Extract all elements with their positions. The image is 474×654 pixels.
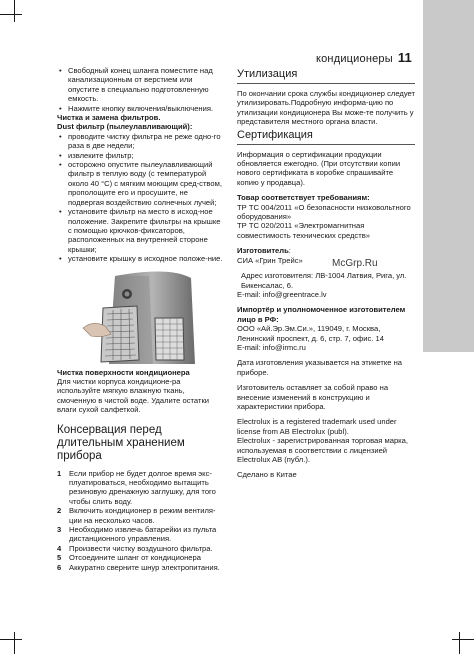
manufacturer-address: Адрес изготовителя: ЛВ-1004 Латвия, Рига, ул. Бикенсалас, 6. <box>241 271 407 290</box>
list-item: • установите фильтр на место в исход-ное положение. Закрепите фильтры на крышке с помощью крючков-фиксаторов, расположенных на внутренней стороне крышки; <box>57 207 225 254</box>
rights-text: Изготовитель оставляет за собой право на внесение изменений в конструкцию и характеристики прибора. <box>237 383 389 411</box>
requirement-line: ТР ТС 020/2011 «Электромагнитная совместимость технических средств» <box>237 221 370 240</box>
page-header <box>316 50 412 65</box>
list-item: • осторожно опустите пылеулавливающий фильтр в теплую воду (с температурой около 40 °С) с мягким моющим сред-ством, прополощите его и просушите, не подвергая воздействию солнечных лучей; <box>57 160 225 207</box>
step-number: 5 <box>57 553 62 563</box>
requirements-heading: Товар соответствует требованиям: <box>237 193 370 203</box>
left-column <box>57 66 225 572</box>
made-in-text: Сделано в Китае <box>237 470 297 480</box>
storage-heading: Консервация перед длительным хранением прибора <box>57 423 185 462</box>
step-text: Включить кондиционер в режим вентиля-ции на несколько часов. <box>69 506 216 525</box>
step-number: 2 <box>57 506 62 516</box>
manufacture-date-text: Дата изготовления указывается на этикетке на приборе. <box>237 358 402 377</box>
watermark: McGrp.Ru <box>332 258 378 269</box>
list-item <box>57 469 225 507</box>
section-divider <box>237 144 415 145</box>
importer-email: E-mail: info@irmc.ru <box>237 342 306 352</box>
trademark-text: Electrolux is a registered trademark used under license from AB Electrolux (publ). <box>237 417 397 436</box>
manufacturer-name: СИА «Грин Трейс» <box>237 255 303 265</box>
step-text: Произвести чистку воздушного фильтра. <box>69 543 213 553</box>
manufacturer-email: E-mail: info@greentrace.lv <box>237 289 327 299</box>
step-number: 1 <box>57 468 62 478</box>
importer-address: ООО «Ай.Эр.Эм.Си.», 119049, г. Москва, Ленинский проспект, д. 6, стр. 7, офис. 14 <box>237 324 384 343</box>
surface-cleaning-text: Для чистки корпуса кондиционе-ра используйте мягкую влажную ткань, смоченную в чистой воде. Удалите остатки влаги сухой салфеткой. <box>57 376 210 415</box>
air-conditioner-photo <box>57 268 225 364</box>
manufacturer-heading: Изготовитель <box>237 246 289 256</box>
step-number: 4 <box>57 543 62 553</box>
list-item <box>57 525 225 544</box>
right-column: Утилизация По окончании срока службы кондиционер следует утилизировать.Подробную информа-цию по утилизации кондиционера Вы може-те получить у представителя местного органа власти. Сертификация Информация о сертификации продукции обновляется ежегодно. (При отсутствии копии нового сертификата в коробке спрашивайте копию у продавца). Товар соответствует требованиям: ТР ТС 004/2011 «О безопасности низковольтного оборудования» ТР ТС 020/2011 «Электромагнитная совместимость технических средств» Изготовитель: СИА «Грин Трейс» Адрес изготовителя: ЛВ-1004 Латвия, Рига, ул. Бикенсалас, 6. E-mail: info@greentrace.lv Импортёр и уполномоченное изготовителем лицо в РФ: ООО «Ай.Эр.Эм.Си.», 119049, г. Москва, Ленинский проспект, д. 6, стр. 7, офис. 14 E-mail: info@irmc.ru Дата изготовления указывается на этикетке на приборе. Изготовитель оставляет за собой право на внесение изменений в конструкцию и характеристики прибора. Electrolux is a registered trademark used under license from AB Electrolux (publ). Electrolux - зарегистрированная торговая марка, используемая в соответствии с лицензией Electrolux AB (публ.). Сделано в Китае <box>237 68 416 480</box>
certification-heading: Сертификация <box>237 128 313 141</box>
utilization-heading: Утилизация <box>237 68 298 80</box>
list-item: • Нажмите кнопку включения/выключения. <box>57 104 225 113</box>
step-text: Необходимо извлечь батарейки из пульта дистанционного управления. <box>69 525 217 544</box>
list-item <box>57 506 225 525</box>
side-tab <box>423 0 474 352</box>
step-number: 3 <box>57 525 62 534</box>
section-divider <box>237 83 415 84</box>
air-conditioner-image <box>57 268 225 364</box>
dust-filter-heading: Dust фильтр (пылеулавливающий): <box>57 122 193 132</box>
list-item: • проводите чистку фильтра не реже одно-го раза в две недели; <box>57 132 225 151</box>
requirement-line: ТР ТС 004/2011 «О безопасности низковольтного оборудования» <box>237 202 411 222</box>
certification-text: Информация о сертификации продукции обновляется ежегодно. (При отсутствии копии нового сертификата в коробке спрашивайте копию у продавца). <box>237 149 401 187</box>
utilization-text: По окончании срока службы кондиционер следует утилизировать.Подробную информа-цию по утилизации кондиционера Вы може-те получить у представителя местного органа власти. <box>237 89 416 127</box>
crop-mark <box>14 632 15 654</box>
crop-mark <box>452 639 474 640</box>
step-text: Если прибор не будет долгое время экс-плуатироваться, необходимо вытащить резиновую дренажную заглушку, для того чтобы слить воду. <box>69 468 216 506</box>
list-item <box>57 553 225 562</box>
surface-cleaning-heading: Чистка поверхности кондиционера <box>57 367 190 377</box>
crop-mark <box>0 14 22 15</box>
trademark-text-ru: Electrolux - зарегистрированная торговая марка, используемая в соответствии с лицензией Electrolux AB (публ.). <box>237 436 408 464</box>
step-text: Аккуратно сверните шнур электропитания. <box>69 562 220 572</box>
crop-mark <box>0 639 22 640</box>
storage-steps <box>57 469 225 572</box>
page-number: 11 <box>397 50 412 65</box>
importer-heading: Импортёр и уполномоченное изготовителем лицо в РФ: <box>237 305 406 324</box>
step-text: Отсоедините шланг от кондиционера <box>69 553 201 563</box>
header-title: кондиционеры <box>315 53 393 65</box>
list-item <box>57 563 225 572</box>
list-item <box>57 544 225 553</box>
step-number: 6 <box>57 562 62 572</box>
list-item: • извлеките фильтр; <box>57 151 225 160</box>
crop-mark <box>459 632 460 654</box>
list-item: • установите крышку в исходное положе-ние. <box>57 254 225 263</box>
crop-mark <box>14 0 15 22</box>
bullet-list <box>57 132 225 264</box>
list-item: • Свободный конец шланга поместите над канализационным от верстием или опустите в специально подготовленную емкость. <box>57 66 225 104</box>
bullet-list <box>57 66 225 113</box>
filter-heading: Чистка и замена фильтров. <box>57 113 161 123</box>
